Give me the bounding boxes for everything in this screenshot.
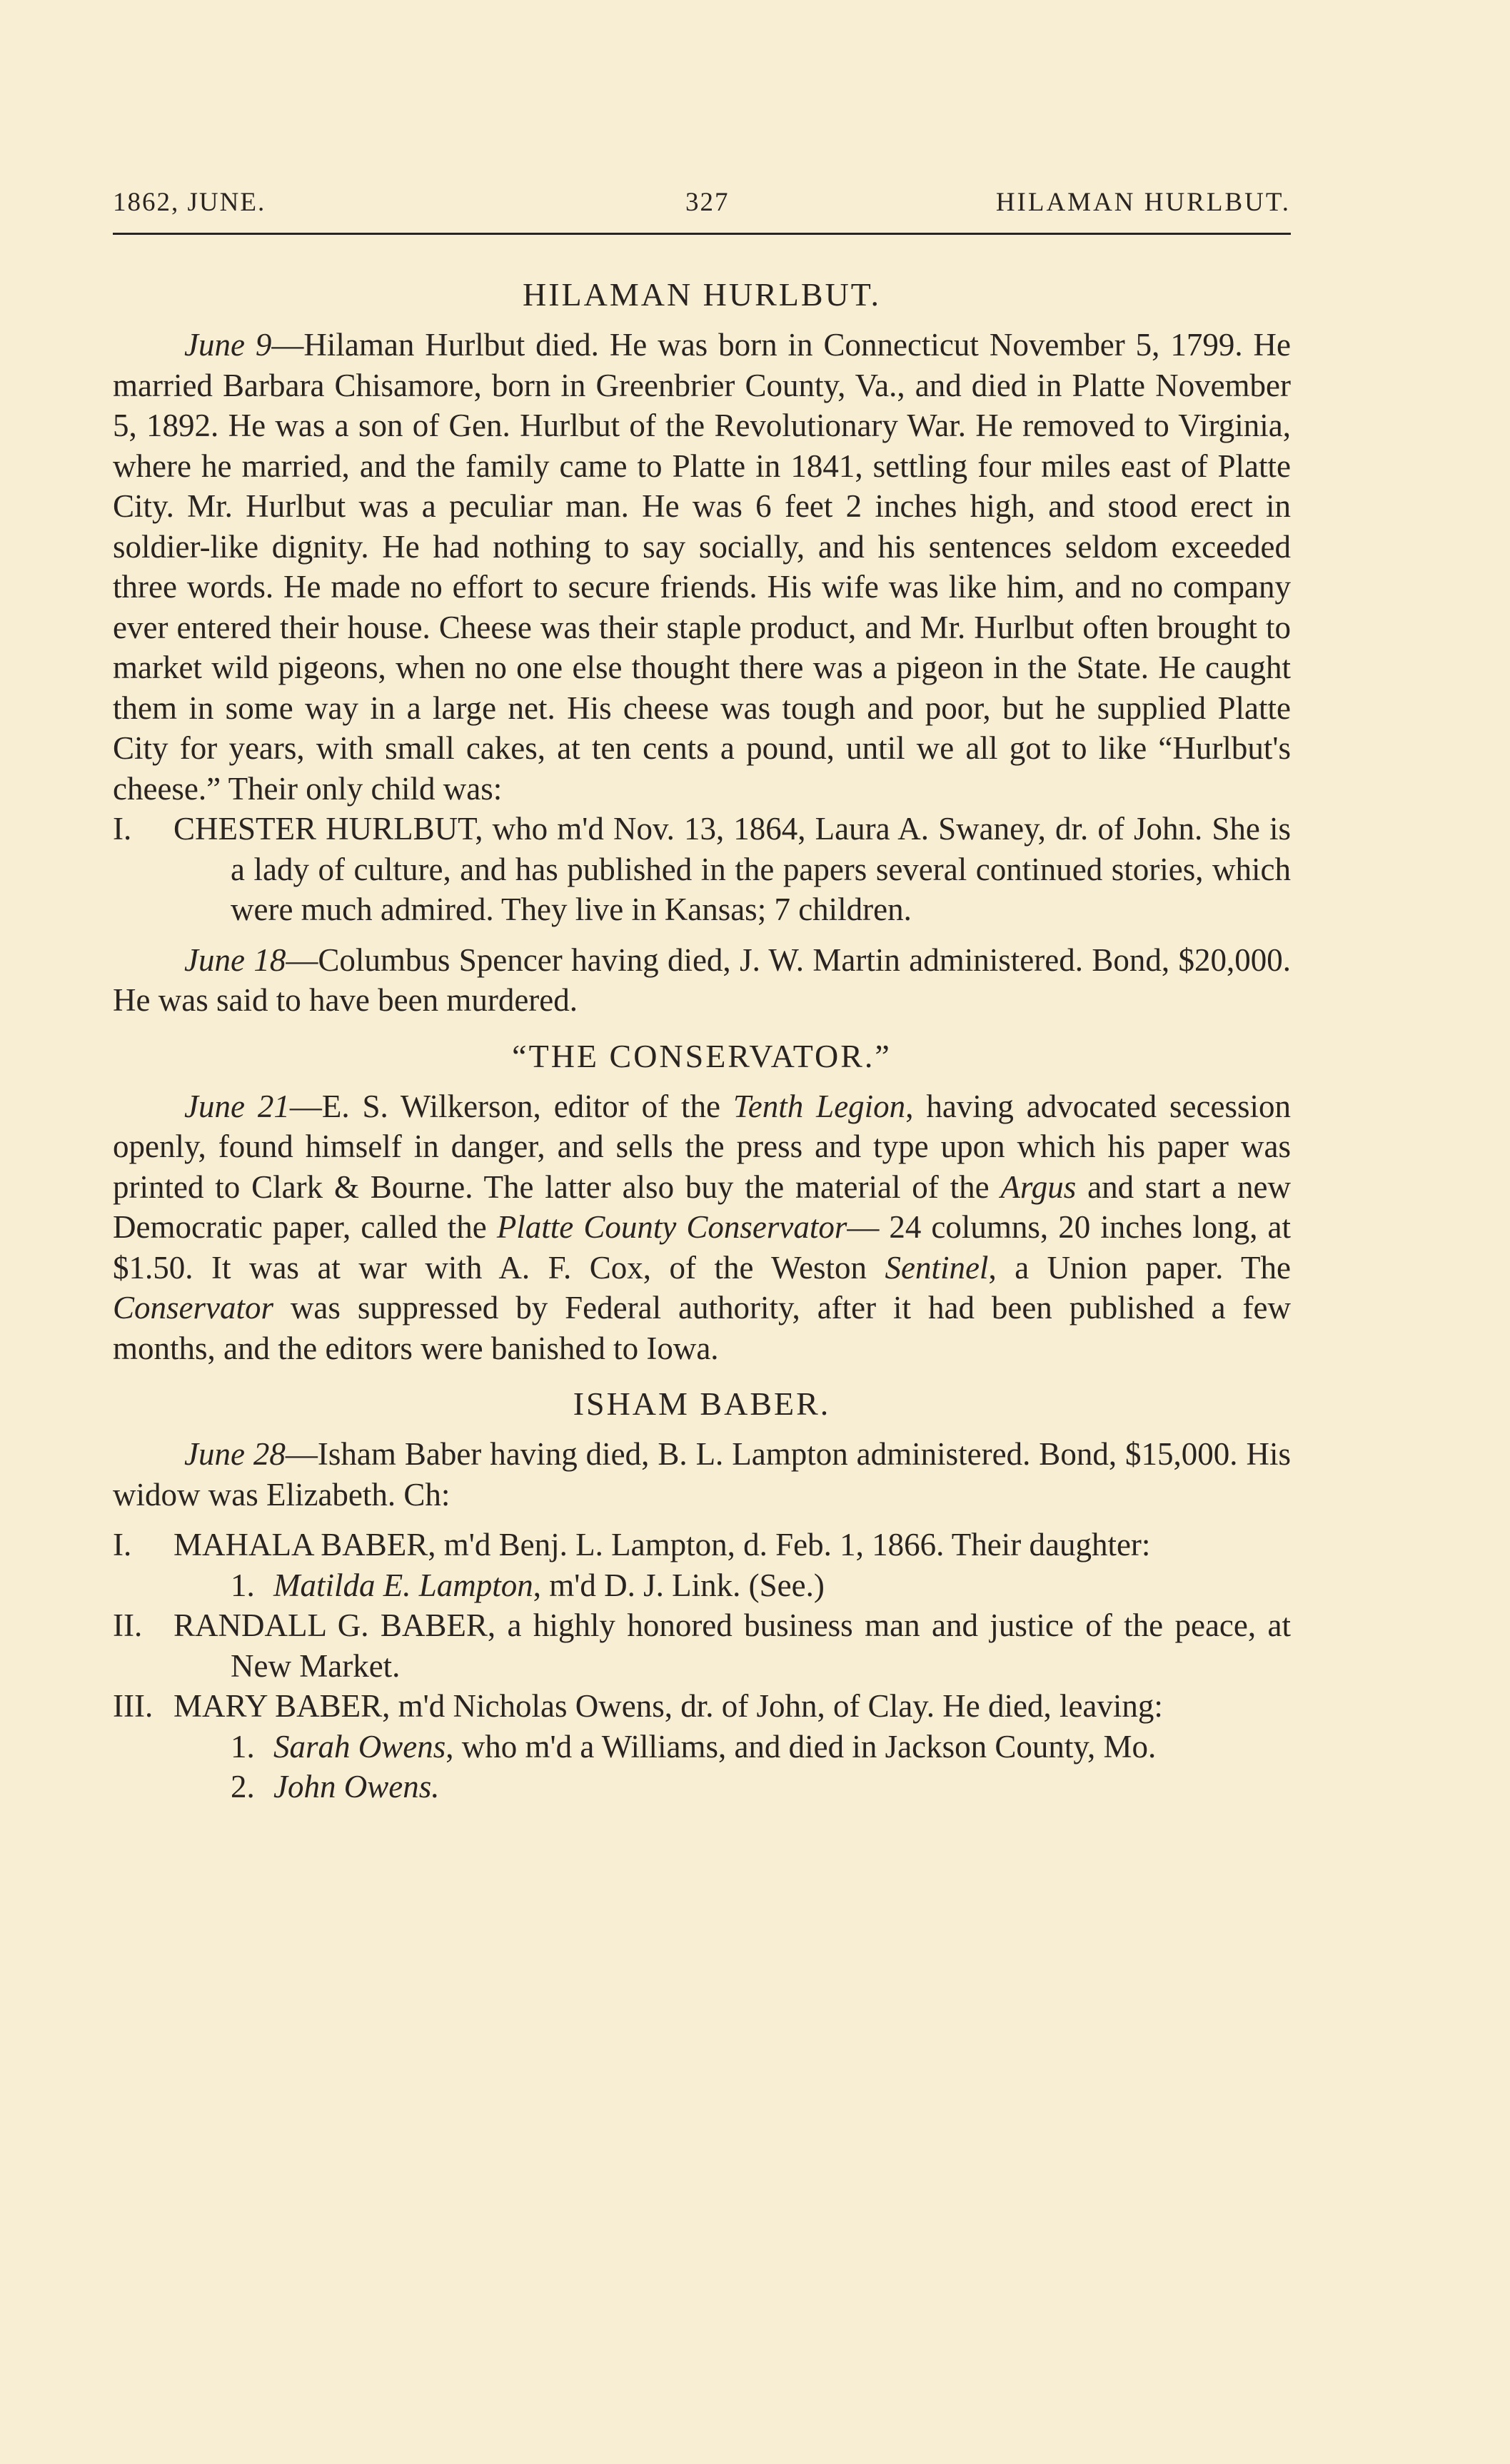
entry-text: MAHALA BABER, m'd Benj. L. Lampton, d. Feb. 1, 1866. Their daughter: xyxy=(173,1527,1151,1562)
section-heading-baber: ISHAM BABER. xyxy=(573,1385,831,1422)
text-run: was suppressed by Federal authority, after it had been published a few months, and the editors were banished to Iowa. xyxy=(113,1290,1291,1366)
section-heading-hurlbut: HILAMAN HURLBUT. xyxy=(522,276,881,313)
sub-entry-name: Sarah Owens xyxy=(273,1728,446,1764)
date-june-9: June 9 xyxy=(184,327,272,363)
text-run: —E. S. Wilkerson, editor of the xyxy=(289,1088,733,1124)
paragraph-spencer xyxy=(113,940,1291,1021)
entry-text: MARY BABER, m'd Nicholas Owens, dr. of John, of Clay. He died, leaving: xyxy=(173,1688,1163,1724)
paragraph-hurlbut-text: —Hilaman Hurlbut died. He was born in Connecticut November 5, 1799. He married Barbara Chisamore, born in Greenbrier County, Va., and died in Platte November 5, 1892. He was a son of Gen. Hurlbut of the Revolutionary War. He removed to Virginia, where he married, and the family came to Platte in 1841, settling four miles east of Platte City. Mr. Hurlbut was a peculiar man. He was 6 feet 2 inches high, and stood erect in soldier-like dignity. He had nothing to say socially, and his sentences seldom exceeded three words. He made no effort to secure friends. His wife was like him, and no company ever entered their house. Cheese was their staple product, and Mr. Hurlbut often brought to market wild pigeons, when no one else thought there was a pigeon in the State. He caught them in some way in a large net. His cheese was tough and poor, but he supplied Platte City for years, with small cakes, at ten cents a pound, until we all got to like “Hurlbut's cheese.” Their only child was: xyxy=(113,327,1291,807)
running-head-date: 1862, JUNE. xyxy=(113,188,266,217)
grandchild-entry-sarah xyxy=(113,1727,1291,1767)
paragraph-hurlbut xyxy=(113,325,1291,809)
date-june-28: June 28 xyxy=(184,1436,286,1472)
sub-entry-text: , m'd D. J. Link. (See.) xyxy=(533,1567,825,1603)
paragraph-spencer-text: —Columbus Spencer having died, J. W. Martin administered. Bond, $20,000. He was said to have been murdered. xyxy=(113,941,1291,1018)
running-head xyxy=(113,187,1291,221)
header-rule xyxy=(113,233,1291,235)
paragraph-conservator xyxy=(113,1086,1291,1369)
entry-text: CHESTER HURLBUT, who m'd Nov. 13, 1864, Laura A. Swaney, dr. of John. She is a lady of culture, and has published in the papers several continued stories, which were much admired. They live in Kansas; 7 children. xyxy=(173,811,1291,927)
entry-number: II. xyxy=(113,1607,143,1643)
paper-name-conservator: Conservator xyxy=(113,1290,273,1326)
grandchild-entry-matilda xyxy=(113,1565,1291,1606)
entry-text: RANDALL G. BABER, a highly honored business man and justice of the peace, at New Market. xyxy=(173,1607,1291,1684)
child-entry-randall xyxy=(113,1605,1291,1686)
sub-entry-name: John Owens. xyxy=(273,1769,440,1804)
paragraph-baber-text: —Isham Baber having died, B. L. Lampton administered. Bond, $15,000. His widow was Elizabeth. Ch: xyxy=(113,1436,1291,1513)
page-number: 327 xyxy=(685,188,730,217)
sub-entry-name: Matilda E. Lampton xyxy=(273,1567,533,1603)
section-heading-conservator: “THE CONSERVATOR.” xyxy=(512,1037,892,1074)
child-entry-chester xyxy=(113,809,1291,930)
text-run: and start a new Democratic paper, called the xyxy=(113,1168,1291,1245)
page-content xyxy=(113,275,1291,1807)
child-entry-mahala xyxy=(113,1525,1291,1565)
text-run: , a Union paper. The xyxy=(988,1249,1291,1286)
entry-number: I. xyxy=(113,811,132,847)
text-run: , having advocated secession openly, found himself in danger, and sells the press and type upon which his paper was printed to Clark & Bourne. The latter also buy the material of the xyxy=(113,1088,1292,1205)
entry-number: I. xyxy=(113,1527,132,1562)
paper-name-sentinel: Sentinel xyxy=(885,1249,989,1286)
child-entry-mary xyxy=(113,1686,1291,1727)
paragraph-baber xyxy=(113,1434,1291,1515)
sub-entry-text: , who m'd a Williams, and died in Jackson County, Mo. xyxy=(446,1728,1157,1764)
sub-entry-number: 1. xyxy=(231,1567,255,1603)
text-run: — 24 columns, 20 inches long, at $1.50. It was at war with A. F. Cox, of the Weston xyxy=(113,1209,1291,1286)
paper-name-argus: Argus xyxy=(1000,1168,1077,1205)
paper-name-platte-county-conservator: Platte County Conservator xyxy=(496,1209,847,1245)
sub-entry-number: 1. xyxy=(231,1728,255,1764)
grandchild-entry-john xyxy=(113,1767,1291,1807)
date-june-21: June 21 xyxy=(184,1088,290,1124)
paper-name-tenth-legion: Tenth Legion xyxy=(733,1088,906,1124)
date-june-18: June 18 xyxy=(184,941,286,978)
running-head-title: HILAMAN HURLBUT. xyxy=(995,188,1291,217)
sub-entry-number: 2. xyxy=(231,1769,255,1804)
entry-number: III. xyxy=(113,1688,153,1724)
